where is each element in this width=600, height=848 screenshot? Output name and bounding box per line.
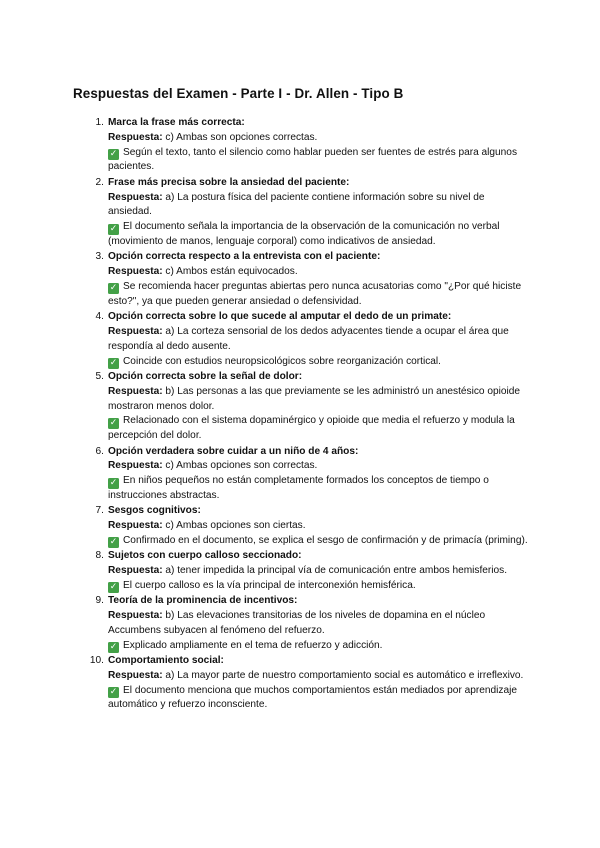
answer-item [95,310,528,369]
answer-text: a) La corteza sensorial de los dedos adyacentes tiende a ocupar el área que respondía al dedo ausente. [108,325,509,352]
question-title: Sujetos con cuerpo calloso seccionado: [108,550,302,562]
answer-text: c) Ambas opciones son ciertas. [165,520,306,532]
note-line [108,684,528,714]
answer-label: Respuesta: [108,565,163,577]
answer-label: Respuesta: [108,266,163,278]
answer-label: Respuesta: [108,520,163,532]
answer-item [95,370,528,444]
note-line [108,579,528,594]
note-text: Coincide con estudios neuropsicológicos sobre reorganización cortical. [123,355,441,367]
check-mark-icon: ✓ [109,149,118,160]
item-number: 6. [95,445,104,457]
item-number: 9. [95,595,104,607]
answer-line [108,669,528,684]
check-mark-icon: ✓ [109,582,118,593]
item-number: 3. [95,251,104,263]
note-text: Explicado ampliamente en el tema de refuerzo y adicción. [123,639,383,651]
answer-line [108,385,528,415]
answer-item [95,250,528,309]
item-number: 10. [89,655,104,667]
item-number: 7. [95,505,104,517]
check-mark-icon: ✓ [109,283,118,294]
answer-text: c) Ambos están equivocados. [165,266,298,278]
item-number: 4. [95,311,104,323]
check-mark-icon: ✓ [109,358,118,369]
question-title: Opción correcta sobre lo que sucede al amputar el dedo de un primate: [108,311,452,323]
item-number: 1. [95,117,104,128]
answer-item [89,654,528,713]
answer-text: b) Las personas a las que previamente se les administró un anestésico opioide mostraron menos dolor. [108,385,521,412]
check-mark-icon: ✓ [109,223,118,234]
note-text: El cuerpo calloso es la vía principal de interconexión hemisférica. [123,579,416,591]
answer-item [95,176,528,250]
answer-label: Respuesta: [108,131,163,143]
answer-text: c) Ambas opciones son correctas. [165,460,318,472]
answer-item [95,116,528,175]
answer-item [95,594,528,653]
item-number: 8. [95,550,104,562]
answer-line [108,459,528,474]
answer-line [108,519,528,534]
note-line [108,280,528,310]
note-text: Se recomienda hacer preguntas abiertas pero nunca acusatorias como "¿Por qué hiciste esto?", ya que pueden generar ansiedad o defensividad. [108,280,522,307]
check-mark-icon: ✓ [109,642,118,653]
answer-label: Respuesta: [108,385,163,397]
answer-text: a) La mayor parte de nuestro comportamiento social es automático e irreflexivo. [165,669,524,681]
note-line [108,146,528,176]
answer-item [95,445,528,504]
note-text: Relacionado con el sistema dopaminérgico y opioide que media el refuerzo y modula la percepción del dolor. [108,415,515,442]
note-line [108,534,528,549]
answer-item [95,549,528,593]
answer-line [108,131,528,146]
answer-text: b) Las elevaciones transitorias de los niveles de dopamina en el núcleo Accumbens subyacen al fenómeno del refuerzo. [108,610,486,636]
check-mark-icon: ✓ [109,687,118,698]
note-text: Confirmado en el documento, se explica el sesgo de confirmación y de primacía (priming). [123,534,528,546]
answer-line [108,609,528,639]
note-line [108,474,528,504]
question-title: Opción verdadera sobre cuidar a un niño de 4 años: [108,445,359,457]
answer-label: Respuesta: [108,669,163,681]
answer-label: Respuesta: [108,610,163,622]
answer-text: c) Ambas son opciones correctas. [165,131,318,143]
answer-line [108,265,528,280]
check-mark-icon: ✓ [109,537,118,548]
question-title: Opción correcta sobre la señal de dolor: [108,370,303,382]
question-title: Sesgos cognitivos: [108,505,201,517]
question-title: Marca la frase más correcta: [108,117,245,128]
answer-list [89,116,528,714]
note-text: El documento menciona que muchos comportamientos están mediados por aprendizaje automático y refuerzo inconsciente. [108,684,517,711]
question-title: Frase más precisa sobre la ansiedad del paciente: [108,176,350,188]
note-line [108,414,528,444]
document-title: Respuestas del Examen - Parte I - Dr. Allen - Tipo B [73,86,404,101]
check-mark-icon: ✓ [109,477,118,488]
note-text: El documento señala la importancia de la observación de la comunicación no verbal (movimiento de manos, lenguaje corporal) como indicativos de ansiedad. [108,221,500,247]
answer-text: a) tener impedida la principal vía de comunicación entre ambos hemisferios. [165,565,508,577]
answer-text: a) La postura física del paciente contiene información sobre su nivel de ansiedad. [108,191,485,218]
note-text: Según el texto, tanto el silencio como hablar pueden ser fuentes de estrés para algunos pacientes. [108,146,518,173]
item-number: 5. [95,370,104,382]
answer-item [95,504,528,548]
answer-line [108,564,528,579]
question-title: Comportamiento social: [108,655,224,667]
note-text: En niños pequeños no están completamente formados los conceptos de tiempo o instrucciones abstractas. [108,475,489,501]
question-title: Opción correcta respecto a la entrevista con el paciente: [108,251,381,263]
answer-line [108,325,528,355]
note-line [108,220,528,250]
answer-label: Respuesta: [108,325,163,337]
item-number: 2. [95,176,104,188]
note-line [108,639,528,654]
note-line [108,355,528,370]
answer-line [108,191,528,221]
answer-label: Respuesta: [108,191,163,203]
answer-label: Respuesta: [108,460,163,472]
question-title: Teoría de la prominencia de incentivos: [108,595,298,607]
check-mark-icon: ✓ [109,417,118,428]
